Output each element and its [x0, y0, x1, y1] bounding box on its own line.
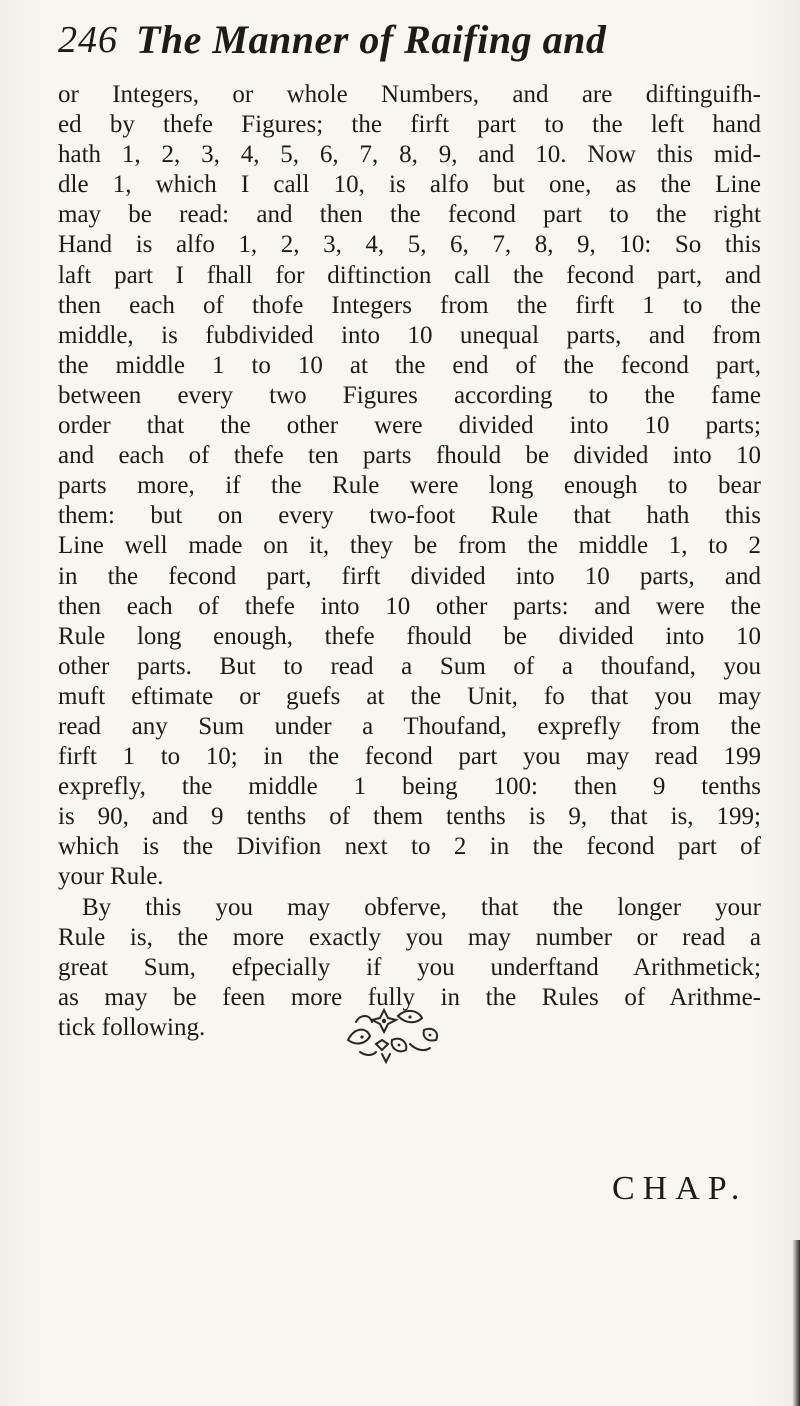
- text-line: middle, is fubdivided into 10 unequal parts, and from: [58, 321, 761, 349]
- text-line: dle 1, which I call 10, is alfo but one, as the Line: [58, 171, 761, 199]
- text-line: which is the Divifion next to 2 in the fecond part of: [58, 833, 761, 861]
- text-line: them: but on every two-foot Rule that hath this: [58, 502, 761, 530]
- text-line: is 90, and 9 tenths of them tenths is 9, that is, 199;: [58, 803, 761, 831]
- page-edge-shadow: [792, 1240, 800, 1406]
- text-line: muft eftimate or guefs at the Unit, fo that you may: [58, 682, 761, 710]
- text-line: Rule long enough, thefe fhould be divided into 10: [58, 622, 761, 650]
- text-line: order that the other were divided into 10 parts;: [58, 412, 761, 440]
- page-number: 246: [58, 19, 118, 61]
- text-line: hath 1, 2, 3, 4, 5, 6, 7, 8, 9, and 10. Now this mid-: [58, 141, 761, 169]
- text-line: as may be feen more fully in the Rules of Arithme-: [58, 983, 761, 1011]
- text-line: between every two Figures according to the fame: [58, 381, 761, 409]
- text-line: other parts. But to read a Sum of a thoufand, you: [58, 652, 761, 680]
- text-line: parts more, if the Rule were long enough to bear: [58, 472, 761, 500]
- fleuron-ornament-icon: [336, 1000, 446, 1066]
- catchword: CHAP.: [612, 1170, 748, 1207]
- text-line: exprefly, the middle 1 being 100: then 9 tenths: [58, 773, 761, 801]
- paragraph: [58, 80, 761, 893]
- text-line: tick following.: [58, 1013, 206, 1041]
- text-line: then each of thofe Integers from the firft 1 to the: [58, 291, 761, 319]
- text-line: in the fecond part, firft divided into 10 parts, and: [58, 562, 761, 590]
- text-line: may be read: and then the fecond part to the right: [58, 201, 761, 229]
- text-line: then each of thefe into 10 other parts: and were the: [58, 592, 761, 620]
- text-line: Rule is, the more exactly you may number or read a: [58, 923, 761, 951]
- page-header: [58, 16, 758, 70]
- text-line: the middle 1 to 10 at the end of the fecond part,: [58, 351, 761, 379]
- text-line: ed by thefe Figures; the firft part to the left hand: [58, 111, 761, 139]
- text-line: or Integers, or whole Numbers, and are diftinguifh-: [58, 81, 761, 108]
- text-line: firft 1 to 10; in the fecond part you may read 199: [58, 743, 761, 771]
- text-line: Hand is alfo 1, 2, 3, 4, 5, 6, 7, 8, 9, 10: So this: [58, 231, 761, 259]
- text-line: and each of thefe ten parts fhould be divided into 10: [58, 442, 761, 470]
- text-line: By this you may obferve, that the longer your: [82, 893, 761, 921]
- text-line: laft part I fhall for diftinction call the fecond part, and: [58, 261, 761, 289]
- text-line: Line well made on it, they be from the middle 1, to 2: [58, 532, 761, 560]
- text-line: read any Sum under a Thoufand, exprefly from the: [58, 712, 761, 740]
- text-line: your Rule.: [58, 863, 164, 891]
- text-line: great Sum, efpecially if you underftand Arithmetick;: [58, 953, 761, 981]
- body-text: [58, 80, 761, 1043]
- running-head: The Manner of Raifing and: [136, 17, 607, 62]
